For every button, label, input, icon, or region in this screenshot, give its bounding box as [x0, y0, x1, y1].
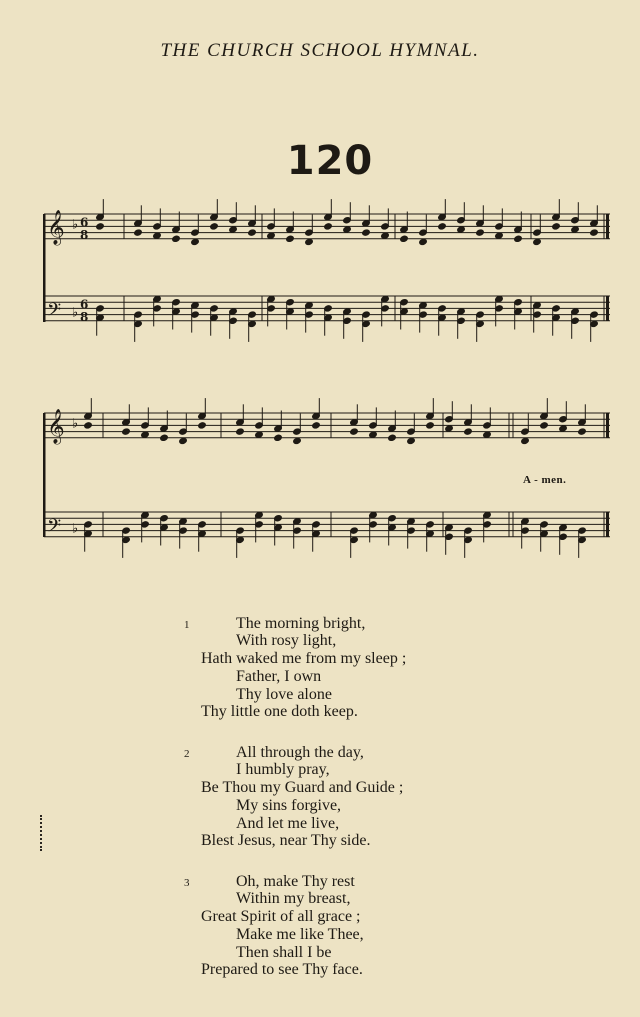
notehead [141, 431, 150, 438]
bass-clef: 𝄢 [47, 515, 62, 541]
hymn-number: 120 [286, 138, 374, 184]
clefs [47, 210, 88, 541]
notehead [274, 434, 283, 441]
verse-line: Blest Jesus, near Thy side. [201, 832, 371, 849]
barlines [43, 214, 609, 537]
verse-line: Be Thou my Guard and Guide ; [201, 779, 404, 796]
verse-number: 3 [184, 877, 190, 889]
notehead [198, 422, 207, 429]
verse-line: Great Spirit of all grace ; [201, 908, 361, 925]
notehead [84, 422, 93, 429]
verse-line: Then shall I be [236, 944, 332, 961]
notehead [540, 422, 549, 429]
notehead [350, 428, 359, 435]
verse-line: Make me like Thee, [236, 926, 364, 943]
verse-line: With rosy light, [236, 632, 337, 649]
notehead [483, 431, 492, 438]
notehead [229, 226, 238, 233]
flat-sign: ♭ [72, 416, 79, 432]
final-barline [606, 413, 609, 438]
notehead [457, 226, 466, 233]
time-signature: 6 [80, 215, 89, 230]
notehead [419, 238, 428, 245]
notehead [267, 232, 276, 239]
bass-clef: 𝄢 [47, 299, 62, 325]
notehead [179, 437, 188, 444]
notehead [590, 229, 599, 236]
notehead [255, 431, 264, 438]
system-line [43, 413, 46, 537]
notehead [514, 235, 523, 242]
treble-clef: 𝄞 [47, 408, 65, 444]
flat-sign: ♭ [72, 217, 79, 233]
staff-lines [44, 214, 610, 537]
notehead [362, 229, 371, 236]
notehead [96, 223, 105, 230]
time-signature: 8 [80, 309, 89, 324]
flat-sign: ♭ [72, 521, 79, 537]
notehead [369, 431, 378, 438]
notehead [438, 223, 447, 230]
notehead [533, 238, 542, 245]
notes [84, 199, 599, 558]
notehead [191, 238, 200, 245]
notehead [293, 437, 302, 444]
verse-line: Prepared to see Thy face. [201, 961, 363, 978]
final-barline [606, 214, 609, 239]
notehead [153, 232, 162, 239]
notehead [248, 229, 257, 236]
notehead [312, 422, 321, 429]
flat-sign: ♭ [72, 305, 79, 321]
notehead [381, 232, 390, 239]
notehead [552, 223, 561, 230]
verse-line: Father, I own [236, 668, 322, 685]
notehead [521, 437, 530, 444]
time-signature: 6 [80, 297, 89, 312]
final-barline [606, 512, 609, 537]
notehead [210, 223, 219, 230]
notehead [445, 425, 454, 432]
notehead [495, 232, 504, 239]
verse-line: Within my breast, [236, 890, 351, 907]
verse-number: 1 [184, 619, 190, 631]
verse-line: The morning bright, [236, 615, 366, 632]
verse-line: I humbly pray, [236, 761, 330, 778]
notehead [476, 229, 485, 236]
notehead [286, 235, 295, 242]
notehead [559, 425, 568, 432]
treble-clef: 𝄞 [47, 209, 65, 245]
verse-line: Oh, make Thy rest [236, 873, 355, 890]
notehead [407, 437, 416, 444]
system-line [43, 214, 46, 322]
verse-line: All through the day, [236, 744, 364, 761]
verse-line: And let me live, [236, 815, 340, 832]
verse-line: Thy little one doth keep. [201, 703, 358, 720]
time-signature: 8 [80, 227, 89, 242]
notehead [324, 223, 333, 230]
notehead [388, 434, 397, 441]
notehead [305, 238, 314, 245]
running-title: THE CHURCH SCHOOL HYMNAL. [160, 40, 480, 61]
notehead [464, 428, 473, 435]
margin-mark [40, 815, 45, 851]
notehead [426, 422, 435, 429]
notehead [160, 434, 169, 441]
notehead [236, 428, 245, 435]
verse-line: Thy love alone [236, 686, 332, 703]
verse-line: My sins forgive, [236, 797, 342, 814]
final-barline [606, 296, 609, 321]
notehead [343, 226, 352, 233]
notehead [571, 226, 580, 233]
notehead [122, 428, 131, 435]
verse-line: Hath waked me from my sleep ; [201, 650, 407, 667]
amen-label: A - men. [523, 474, 567, 486]
verse-number: 2 [184, 748, 190, 760]
notehead [400, 235, 409, 242]
notehead [172, 235, 181, 242]
notehead [134, 229, 143, 236]
notehead [578, 428, 587, 435]
